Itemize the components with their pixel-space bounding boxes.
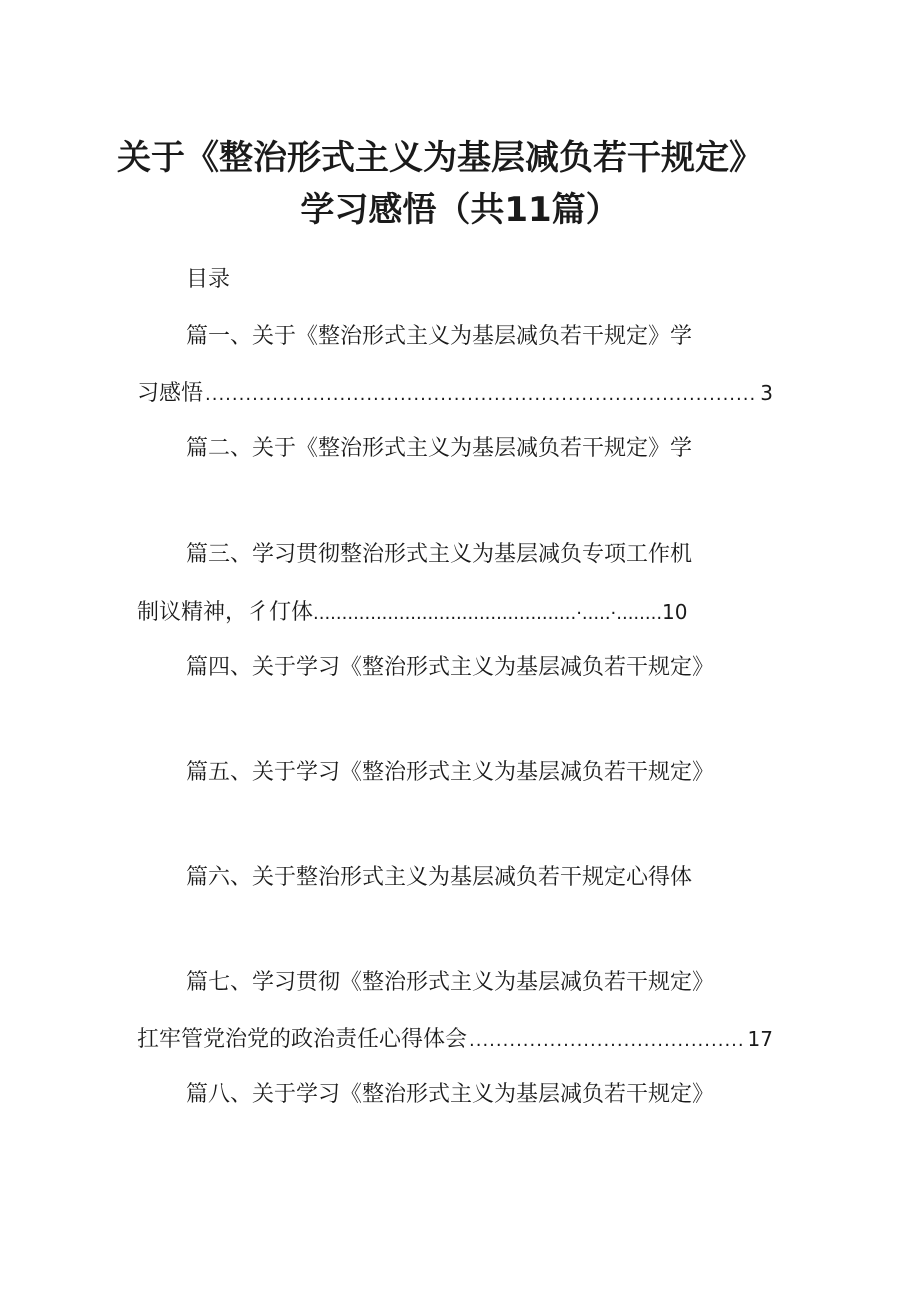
toc-entry-1-continuation[interactable] — [137, 378, 773, 410]
toc-leader-dots: ..............................................·.....·........ — [313, 603, 663, 624]
toc-entry-7-continuation[interactable] — [137, 1024, 773, 1056]
toc-entry-1-title[interactable]: 篇一、关于《整治形式主义为基层减负若干规定》学 — [186, 324, 693, 349]
toc-entry-3-title-cont: 制议精神，彳仃体 — [137, 600, 314, 625]
toc-entry-1-page: 3 — [760, 381, 773, 405]
toc-entry-7-title-cont: 扛牢管党治党的政治责任心得体会 — [137, 1027, 468, 1052]
toc-entry-6-title[interactable]: 篇六、关于整治形式主义为基层减负若干规定心得体 — [186, 865, 693, 890]
document-title-line2: 学习感悟（共11篇） — [300, 190, 620, 230]
toc-entry-7-title[interactable]: 篇七、学习贯彻《整治形式主义为基层减负若干规定》 — [186, 970, 715, 995]
toc-leader-dots — [205, 380, 758, 410]
toc-entry-2-title[interactable]: 篇二、关于《整治形式主义为基层减负若干规定》学 — [186, 436, 693, 461]
toc-leader-dots — [469, 1026, 746, 1056]
document-title-line1: 关于《整治形式主义为基层减负若干规定》 — [117, 138, 763, 178]
toc-entry-3-page: 10 — [662, 600, 688, 624]
toc-entry-3-continuation[interactable] — [137, 597, 688, 629]
toc-entry-7-page: 17 — [747, 1027, 773, 1051]
toc-entry-4-title[interactable]: 篇四、关于学习《整治形式主义为基层减负若干规定》 — [186, 655, 715, 680]
toc-entry-8-title[interactable]: 篇八、关于学习《整治形式主义为基层减负若干规定》 — [186, 1082, 715, 1107]
toc-entry-3-title[interactable]: 篇三、学习贯彻整治形式主义为基层减负专项工作机 — [186, 542, 693, 567]
toc-entry-5-title[interactable]: 篇五、关于学习《整治形式主义为基层减负若干规定》 — [186, 760, 715, 785]
toc-entry-1-title-cont: 习感悟 — [137, 381, 204, 406]
toc-heading: 目录 — [186, 267, 231, 292]
